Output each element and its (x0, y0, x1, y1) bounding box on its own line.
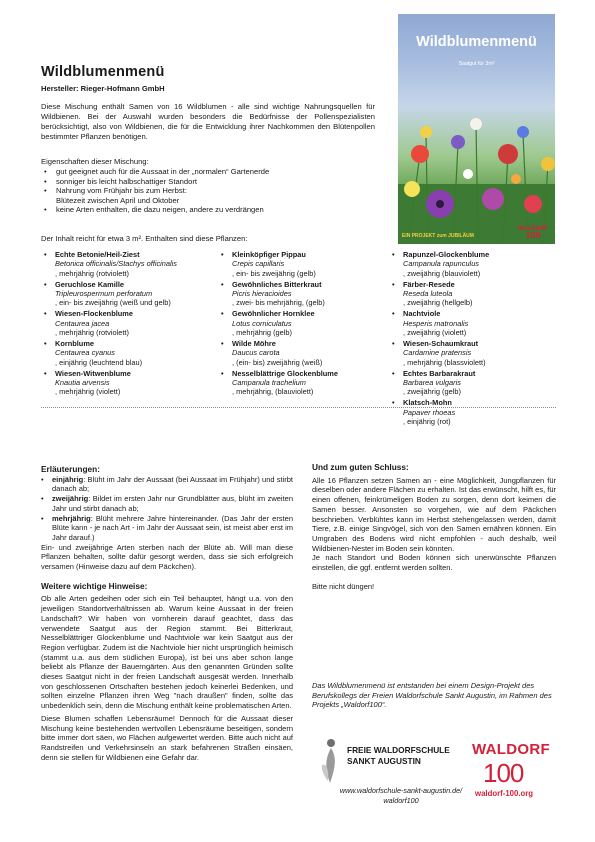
plant-name: • Nesselblättrige Glockenblume (232, 368, 338, 378)
plant-item (389, 280, 564, 308)
plant-name: • Gewöhnlicher Hornklee (232, 309, 315, 319)
plant-name: • Klatsch-Mohn (403, 398, 452, 408)
plant-info: , mehrjährig, (blauviolett) (232, 387, 314, 397)
plant-name: • Färber-Resede (403, 279, 455, 289)
plant-latin: Knautia arvensis (55, 378, 110, 388)
plant-info: , einjährig (leuchtend blau) (55, 357, 143, 367)
explanation-item (41, 494, 293, 513)
school-url-line2: waldorf100 (383, 795, 419, 805)
plant-latin: Campanula trachelium (232, 378, 306, 388)
plant-item (389, 339, 564, 367)
closing-heading: Und zum guten Schluss: (312, 462, 409, 472)
plant-name: • Echtes Barbarakraut (403, 368, 476, 378)
bloom-period: Blütezeit zwischen April und Oktober (56, 195, 180, 205)
plant-item (218, 369, 386, 397)
seed-packet-cover-image (398, 14, 555, 244)
plant-latin: Crepis capillaris (232, 259, 285, 269)
project-credit: Das Wildblumenmenü ist entstanden bei einem Design-Projekt des Berufskollegs der Freien Waldorfschule Sankt Augustin, im Rahmen des Projekts „Waldorf100“. (312, 681, 552, 710)
hints-paragraph-2: Diese Blumen schaffen Lebensräume! Dennoch für die Aussaat dieser Mischung keine bestehenden wertvollen Lebensräume beseitigen, sondern bitte immer dort säen, wo Flächen aufgewertet werden. Bitte auch nicht auf Randstreifen und Verkehrsinseln an stark befahrenen Straßen einsäen, denn sie stellen für Wildbienen eine Gefahr dar. (41, 713, 293, 762)
plant-item (389, 250, 564, 278)
waldorf-logo-url: waldorf-100.org (475, 789, 534, 798)
property-text: Nahrung vom Frühjahr bis zum Herbst: (56, 186, 187, 196)
school-logo-icon (316, 735, 346, 785)
plant-item (218, 309, 386, 337)
right-text-column (312, 463, 556, 591)
plant-item (389, 369, 564, 397)
cover-logo-number: 100 (525, 230, 541, 240)
intro-paragraph: Diese Mischung enthält Samen von 16 Wildblumen - alle sind wichtige Nahrungsquellen für Wildbienen. Bei der Auswahl wurden besonders die Bedürfnisse der Pollenspezialisten berücksichtigt, also von Wildbienen, die für die Entwicklung ihrer Nachkommen den Blütenpollen bestimmter Pflanzen benötigen. (41, 102, 375, 141)
property-item: • gut geeignet auch für die Aussaat in der „normalen“ Gartenerde (41, 167, 381, 177)
manufacturer: Hersteller: Rieger-Hofmann GmbH (41, 84, 165, 93)
plant-item (218, 250, 386, 278)
plant-info: , mehrjährig (rotviolett) (55, 268, 129, 278)
plant-latin: Barbarea vulgaris (403, 378, 461, 388)
plant-info: , mehrjährig (violett) (55, 387, 121, 397)
plant-item (218, 280, 386, 308)
section-divider (41, 407, 556, 408)
page-title: Wildblumenmenü (41, 64, 165, 80)
school-name-line1: FREIE WALDORFSCHULE (347, 745, 450, 755)
plant-info: , mehrjährig (rotviolett) (55, 327, 129, 337)
plant-latin: Reseda luteola (403, 288, 453, 298)
property-item: • keine Arten enthalten, die dazu neigen, andere zu verdrängen (41, 205, 381, 215)
plant-latin: Papaver rhoeas (403, 407, 456, 417)
plant-item (41, 250, 216, 278)
waldorf-logo-number: 100 (483, 758, 524, 788)
explanation-term: zweijährig (52, 494, 89, 504)
plant-item (389, 398, 564, 426)
closing-paragraph-2: Je nach Standort und Boden können sich unerwünschte Pflanzen einstellen, die ggf. entfernt werden sollten. (312, 553, 556, 573)
plant-latin: Betonica officinalis/Stachys officinalis (55, 259, 178, 269)
school-url (323, 786, 479, 805)
plant-name: • Wiesen-Schaumkraut (403, 339, 479, 349)
plant-name: • Wiesen-Flockenblume (55, 309, 133, 319)
explanations-note: Ein- und zweijährige Arten sterben nach der Blüte ab. Will man diese Pflanzen behalten, sollte dafür gesorgt werden, dass sie sich erfolgreich versamen (Hinweise dazu auf dem Päckchen). (41, 542, 293, 572)
plant-info: , einjährig (rot) (403, 417, 451, 427)
property-item (41, 186, 381, 205)
plant-info: , ein- bis zweijährig (gelb) (232, 268, 316, 278)
plant-latin: Picris hieracioides (232, 288, 292, 298)
cover-footer: EIN PROJEKT zum JUBILÄUM (402, 233, 474, 239)
plant-item (41, 369, 216, 397)
plant-name: • Gewöhnliches Bitterkraut (232, 279, 322, 289)
school-url-line1: www.waldorfschule-sankt-augustin.de/ (339, 786, 463, 795)
cover-subtitle: Saatgut für 3m² (458, 61, 495, 67)
plant-item (41, 280, 216, 308)
closing-paragraph-1: Alle 16 Pflanzen setzen Samen an - eine Möglichkeit, Jungpflanzen für dieselben oder andere Flächen zu erhalten. Ist das erwünscht, hilft es, für einen offenen, feinkrümeligen Boden zu sorgen, denn dort keimen die Samen besser. Ansonsten so vorgehen, wie auf dem Päckchen beschrieben. Verblühtes kann im Herbst stehengelassen werden, damit Tiere, z.B. einige Singvögel, sich von den Samen ernähren können. Ein Umgraben des Bodens wird nicht empfohlen - auch deshalb, weil Wildbienen-Nester im Boden sein könnten. (312, 475, 556, 553)
plant-latin: Lotus corniculatus (232, 318, 292, 328)
plant-list-column-3 (389, 250, 564, 428)
property-item: • sonniger bis leicht halbschattiger Standort (41, 177, 381, 187)
plant-latin: Campanula rapunculus (403, 259, 480, 269)
plant-latin: Cardamine pratensis (403, 348, 472, 358)
plant-info: , ein- bis zweijährig (weiß und gelb) (55, 298, 171, 308)
cover-logo-word: WALDORF (518, 226, 549, 232)
cover-waldorf-logo (518, 226, 548, 240)
plant-name: • Rapunzel-Glockenblume (403, 250, 490, 259)
plant-item (389, 309, 564, 337)
plant-info: , zwei- bis mehrjährig, (gelb) (232, 298, 325, 308)
plant-latin: Centaurea jacea (55, 318, 110, 328)
properties-list (41, 167, 381, 215)
explanation-item (41, 514, 293, 543)
plant-item (218, 339, 386, 367)
plant-name: • Echte Betonie/Heil-Ziest (55, 250, 140, 259)
plant-item (41, 339, 216, 367)
explanation-text: : Blüht im Jahr der Aussaat (bei Aussaat im Frühjahr) und stirbt danach ab; (52, 474, 293, 494)
plant-info: , mehrjährig (gelb) (232, 327, 292, 337)
school-name (347, 745, 450, 766)
closing-paragraph-3: Bitte nicht düngen! (312, 581, 375, 591)
explanation-term: mehrjährig (52, 513, 91, 523)
plant-info: , zweijährig (hellgelb) (403, 298, 473, 308)
plant-name: • Kleinköpfiger Pippau (232, 250, 306, 259)
plant-info: , zweijährig (gelb) (403, 387, 461, 397)
explanations-list (41, 475, 293, 543)
plant-name: • Wilde Möhre (232, 339, 276, 349)
plant-info: , (ein- bis) zweijährig (weiß) (232, 357, 323, 367)
cover-title: Wildblumenmenü (416, 34, 537, 50)
plant-name: • Nachtviole (403, 309, 441, 319)
waldorf-logo-word: WALDORF (472, 741, 550, 758)
plant-list-column-1 (41, 250, 216, 398)
plant-name: • Kornblume (55, 339, 95, 349)
plant-info: , mehrjährig (blassviolett) (403, 357, 486, 367)
explanations-heading: Erläuterungen: (41, 464, 101, 474)
plant-latin: Daucus carota (232, 348, 280, 358)
plant-latin: Hesperis matronalis (403, 318, 469, 328)
plant-latin: Centaurea cyanus (55, 348, 115, 358)
explanation-text: : Blüht mehrere Jahre hintereinander. (Das Jahr der ersten Blüte kann - je nach Art - im Jahr der Aussaat sein, ist meist aber erst im Jahr darauf.) (52, 513, 293, 542)
explanation-text: : Bildet im ersten Jahr nur Grundblätter aus, blüht im zweiten Jahr und stirbt danach ab; (52, 494, 293, 513)
left-text-column (41, 465, 293, 762)
properties-heading: Eigenschaften dieser Mischung: (41, 157, 149, 166)
explanation-item (41, 475, 293, 494)
plant-latin: Tripleurospermum perforatum (55, 288, 153, 298)
plant-info: , zweijährig (blauviolett) (403, 268, 481, 278)
plant-name: • Wiesen-Witwenblume (55, 368, 131, 378)
plant-item (41, 309, 216, 337)
explanation-term: einjährig (52, 474, 84, 484)
coverage-line: Der Inhalt reicht für etwa 3 m². Enthalten sind diese Pflanzen: (41, 234, 248, 243)
plant-list-column-2 (218, 250, 386, 398)
hints-paragraph-1: Ob alle Arten gedeihen oder sich ein Teil behauptet, hängt u.a. von den jeweiligen Standortverhältnissen ab. Warum keine Aussaat in der freien Landschaft? Wir haben von vornherein darauf geachtet, dass das verwendete Saatgut aus der Region stammt. Bei Bitterkraut, Nesselblättriger Glockenblume und Nachtviole war kein Saatgut aus der Region verfügbar. Zudem ist die Nachtviole hier nicht ursprünglich heimisch (stammt u.a. aus dem südlichen Europa), ist bei uns aber schon lange beliebt als Pflanze der Bauerngärten. Aus den genannten Gründen sollte dieses Saatgut nicht in der freien Landschaft ausgesät werden. Innerhalb von geschlossenen Ortschaften bestehen jedoch keinerlei Bedenken, und sollten einzelne Pflanzen ihren Weg "nach draußen" finden, sollte das unbedenklich sein, denn die Mischung enthält keine problematischen Arten. (41, 594, 293, 711)
hints-heading: Weitere wichtige Hinweise: (41, 580, 148, 591)
school-name-line2: SANKT AUGUSTIN (347, 755, 421, 766)
plant-info: , zweijährig (violett) (403, 327, 467, 337)
plant-name: • Geruchlose Kamille (55, 279, 125, 289)
